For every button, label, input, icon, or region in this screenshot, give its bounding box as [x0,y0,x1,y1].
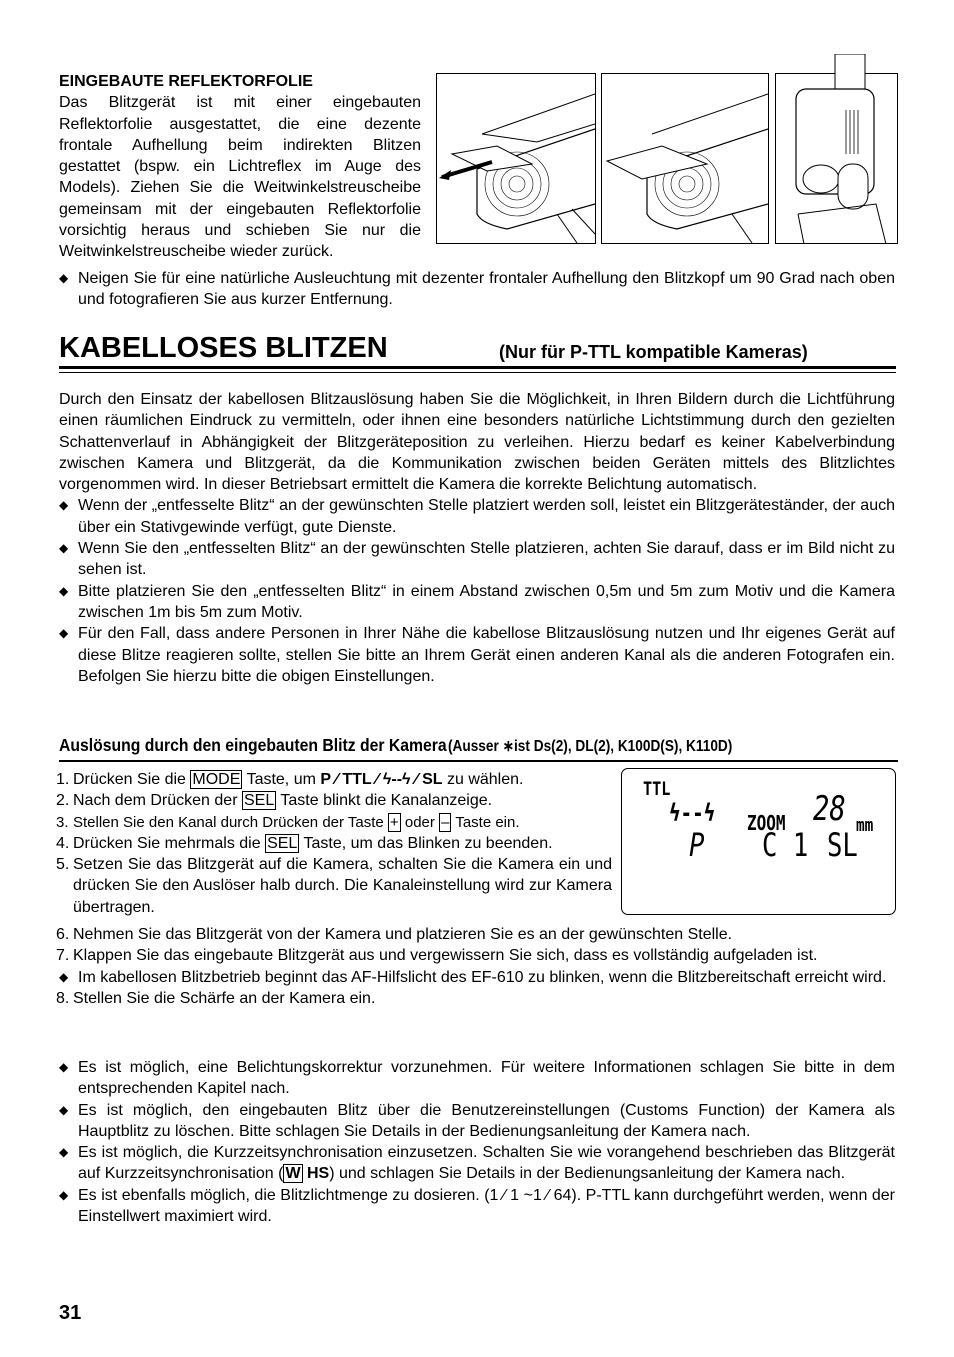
note: ◆ Es ist ebenfalls möglich, die Blitzlichtmenge zu dosieren. (1 ⁄ 1 ~1 ⁄ 64). P-TTL kann durchgeführt werden, wenn der Einstellwert maximiert wird. [59,1185,895,1228]
builtin-heading [59,735,771,757]
plus-key: + [389,813,399,831]
steps-6-8 [56,924,895,1009]
sel-key: SEL [267,834,298,852]
section-subtitle: (Nur für P-TTL kompatible Kameras) [499,342,808,362]
wireless-bullet: ◆ Wenn der „entfesselte Blitz“ an der gewünschten Stelle platziert werden soll, leistet ein Blitzgeräteständer, der auch über ein Stativgewinde verfügt, gute Dienste. [59,495,895,538]
step-1: 1. Drücken Sie die MODE Taste, um P ⁄ TTL ⁄ ϟ--ϟ ⁄ SL zu wählen. [56,771,524,788]
reflector-text: Das Blitzgerät ist mit einer eingebauten Reflektorfolie ausgestattet, die eine dezente frontale Aufhellung beim indirekten Blitzen gestattet (bspw. ein Lichtreflex im Auge des Models). Ziehen Sie die Weitwinkelstreuscheibe gemeinsam mit der eingebauten Reflektorfolie vorsichtig heraus und schieben Sie nur die Weitwinkelstreuscheibe wieder zurück. [59,94,421,261]
wireless-bullet: ◆ Bitte platzieren Sie den „entfesselten Blitz“ in einem Abstand zwischen 0,5m und 5m zum Motiv und die Kamera zwischen 1m bis 5m zum Motiv. [59,581,895,624]
page-number: 31 [59,1302,82,1324]
mode-symbols: P ⁄ TTL ⁄ ϟ--ϟ ⁄ SL [320,771,443,788]
step-7-note: ◆ Im kabellosen Blitzbetrieb beginnt das AF-Hilfslicht des EF-610 zu blinken, wenn die Blitzbereitschaft erreicht wird. [59,967,895,988]
steps-1-5 [56,769,612,918]
title-rule [59,366,896,369]
w-key: W [285,1165,301,1183]
lcd-zoom-label: ZOOM [747,811,786,835]
figure-pull-out-reflector [436,73,596,244]
figure-reflector-extended [601,73,769,244]
wireless-body [59,389,895,687]
wireless-intro: Durch den Einsatz der kabellosen Blitzauslösung haben Sie die Möglichkeit, in Ihren Bildern durch die Lichtführung einen räumlichen Eindruck zu vermitteln, oder ihnen eine besonders natürliche Lichtstimmung durch den gezielten Schattenverlauf in Abhängigkeit der Blitzgeräteposition zu verleihen. Hierzu bedarf es keiner Kabelverbindung zwischen Kamera und Blitzgerät, da die Kommunikation zwischen beiden Geräten mittels des Blitzlichtes vorgenommen wird. In dieser Betriebsart ermittelt die Kamera die korrekte Belichtung automatisch. [59,391,895,494]
title-rule-thin [59,372,896,373]
note: ◆ Es ist möglich, eine Belichtungskorrektur vorzunehmen. Für weitere Informationen schlagen Sie bitte in dem entsprechenden Kapitel nach. [59,1057,895,1100]
sel-key: SEL [243,792,275,810]
builtin-heading-note: (Ausser ∗ist Ds(2), DL(2), K100D(S), K110D) [447,738,733,755]
lcd-sl: SL [827,826,858,864]
reflector-section [59,71,421,263]
lcd-wireless-icon: ϟ--ϟ [669,799,716,827]
step-7: 7. Klappen Sie das eingebaute Blitzgerät aus und vergewissern Sie sich, dass es vollständig aufgeladen ist. [56,947,818,965]
lcd-ttl: TTL [643,778,671,800]
minus-key: – [441,813,450,831]
section-title: KABELLOSES BLITZEN [59,332,388,364]
step-3: 3. Stellen Sie den Kanal durch Drücken der Taste + oder – Taste ein. [56,813,520,831]
lcd-zoom-value: 28 [813,789,846,829]
step-6: 6. Nehmen Sie das Blitzgerät von der Kamera und platzieren Sie es an der gewünschten Stelle. [56,926,733,943]
step-2: 2. Nach dem Drücken der SEL Taste blinkt die Kanalanzeige. [56,792,493,810]
lcd-unit: mm [856,815,874,836]
flash-head-illustration [602,74,768,243]
wireless-bullet: ◆ Für den Fall, dass andere Personen in Ihrer Nähe die kabellose Blitzauslösung nutzen und Ihr eigenes Gerät auf diese Blitze reagieren sollte, stellen Sie bitte an Ihrem Gerät einen anderen Kanal als die anderen Fotografen ein. Befolgen Sie hierzu bitte die obigen Einstellungen. [59,623,895,687]
builtin-heading-text: Auslösung durch den eingebauten Blitz der Kamera [59,735,447,755]
step-8: 8. Stellen Sie die Schärfe an der Kamera ein. [56,989,376,1007]
note: ◆ Es ist möglich, die Kurzzeitsynchronisation einzusetzen. Schalten Sie wie vorangehend beschrieben das Blitzgerät auf Kurzzeitsynchronisation ( W HS) und schlagen Sie Details in der Bedienungsanleitung der Kamera nach. [59,1142,895,1185]
step-4: 4. Drücken Sie mehrmals die SEL Taste, um das Blinken zu beenden. [56,834,553,852]
wireless-bullet: ◆ Wenn Sie den „entfesselten Blitz“ an der gewünschten Stelle platzieren, achten Sie darauf, dass er im Bild nicht zu sehen ist. [59,538,895,581]
note: ◆ Es ist möglich, den eingebauten Blitz über die Benutzereinstellungen (Customs Function) der Kamera als Hauptblitz zu löschen. Bitte schlagen Sie Details in der Bedienungsanleitung der Kamera nach. [59,1100,895,1143]
step-5: 5. Setzen Sie das Blitzgerät auf die Kamera, schalten Sie die Kamera ein und drücken Sie den Auslöser halb durch. Die Kanaleinstellung wird zur Kamera übertragen. [56,856,612,916]
heading-rule [59,760,898,762]
mode-key: MODE [192,771,241,788]
lcd-mode: P [689,826,705,864]
notes [59,1057,895,1227]
reflector-heading: EINGEBAUTE REFLEKTORFOLIE [59,73,313,90]
figure-flash-tilted-up [775,73,898,244]
lcd-channel: C 1 [762,826,809,864]
flash-head-illustration [776,54,897,244]
reflector-tip: ◆ Neigen Sie für eine natürliche Ausleuchtung mit dezenter frontaler Aufhellung den Blitzkopf um 90 Grad nach oben und fotografieren Sie aus kurzer Entfernung. [59,268,895,311]
lcd-display [621,768,896,915]
flash-head-illustration [437,74,595,243]
